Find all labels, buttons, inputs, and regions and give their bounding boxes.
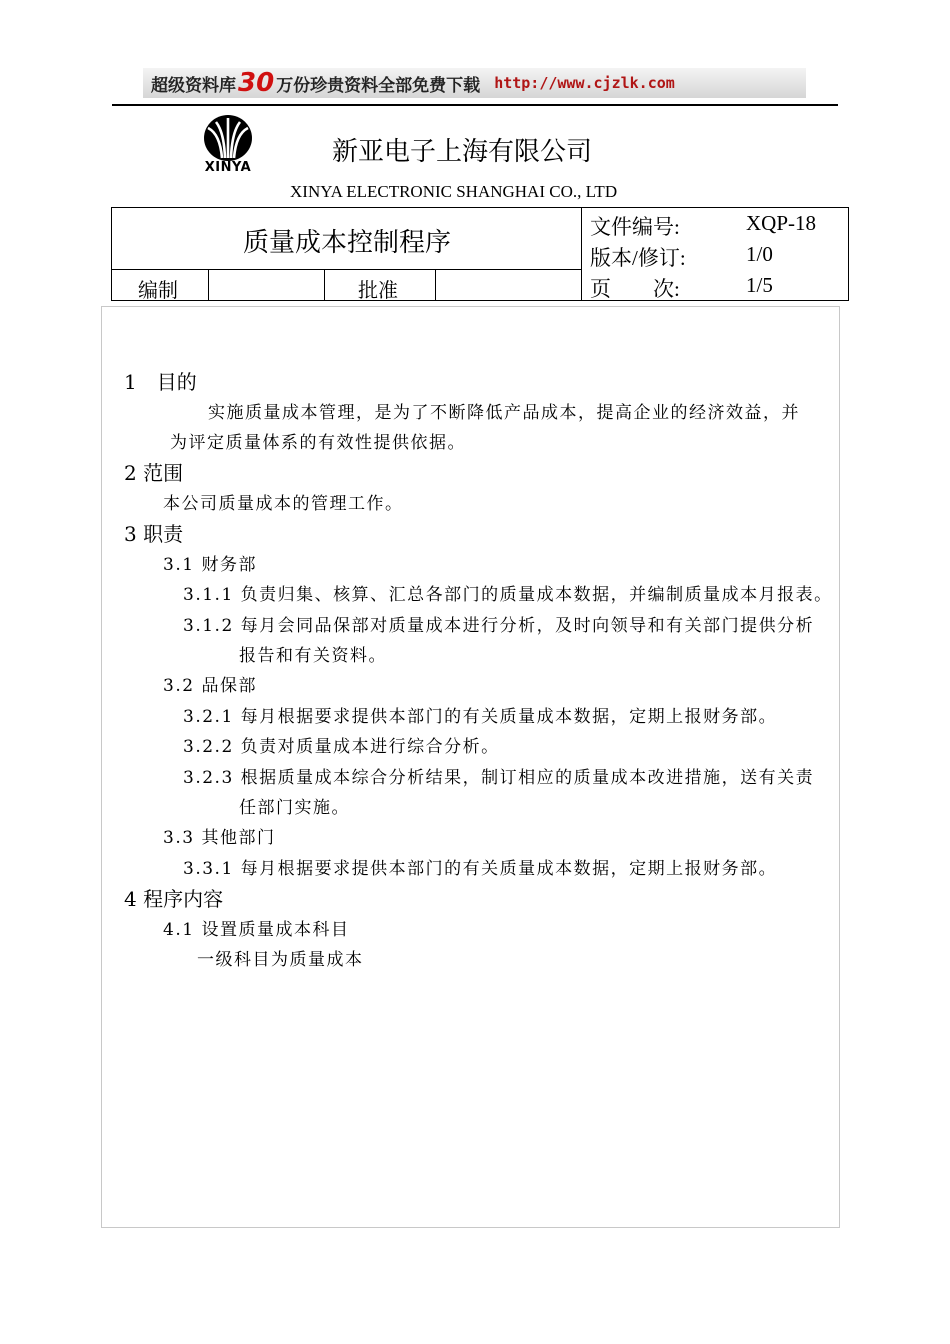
banner-number: 30 [238, 68, 275, 98]
top-banner [143, 68, 806, 98]
section-1-para-line2: 为评定质量体系的有效性提供依据。 [170, 433, 466, 453]
version-value: 1/0 [746, 242, 773, 266]
section-3-1-1: 3.1.1 负责归集、核算、汇总各部门的质量成本数据，并编制质量成本月报表。 [183, 585, 833, 605]
file-number-value: XQP-18 [746, 211, 817, 235]
document-title: 质量成本控制程序 [242, 228, 451, 258]
logo-wordmark: XINYA [204, 160, 252, 175]
section-3-2-2: 3.2.2 负责对质量成本进行综合分析。 [183, 737, 500, 757]
page-label: 页 次: [590, 277, 680, 301]
section-1-title: 1 目的 [124, 370, 197, 394]
document-header-table [111, 207, 849, 301]
approved-label: 批准 [358, 278, 398, 302]
section-3-1-2-line1: 3.1.2 每月会同品保部对质量成本进行分析，及时向领导和有关部门提供分析 [183, 616, 815, 636]
section-3-title: 3 职责 [124, 522, 184, 546]
section-3-2-3-line2: 任部门实施。 [239, 798, 350, 818]
version-label: 版本/修订: [590, 246, 686, 270]
section-3-2-heading: 3.2 品保部 [163, 676, 257, 696]
page-value: 1/5 [746, 273, 773, 297]
section-3-3-1: 3.3.1 每月根据要求提供本部门的有关质量成本数据，定期上报财务部。 [183, 859, 778, 879]
section-3-1-heading: 3.1 财务部 [163, 555, 257, 575]
section-1-para-line1: 实施质量成本管理，是为了不断降低产品成本，提高企业的经济效益，并 [208, 403, 800, 423]
compiled-label: 编制 [138, 278, 178, 302]
section-3-2-3-line1: 3.2.3 根据质量成本综合分析结果，制订相应的质量成本改进措施，送有关责 [183, 768, 815, 788]
company-name-cn: 新亚电子上海有限公司 [332, 137, 593, 167]
section-2-para: 本公司质量成本的管理工作。 [163, 494, 404, 514]
header-rule [112, 104, 838, 106]
file-number-label: 文件编号: [590, 215, 680, 239]
section-2-title: 2 范围 [124, 461, 184, 485]
section-3-3-heading: 3.3 其他部门 [163, 828, 276, 848]
banner-text-a: 超级资料库 [151, 75, 236, 96]
section-3-2-1: 3.2.1 每月根据要求提供本部门的有关质量成本数据，定期上报财务部。 [183, 707, 778, 727]
section-4-title: 4 程序内容 [124, 887, 224, 911]
section-3-1-2-line2: 报告和有关资料。 [239, 646, 387, 666]
company-name-en: XINYA ELECTRONIC SHANGHAI CO., LTD [290, 182, 618, 201]
section-4-1-para: 一级科目为质量成本 [197, 950, 364, 970]
section-4-1-heading: 4.1 设置质量成本科目 [163, 920, 350, 940]
banner-url: http://www.cjzlk.com [494, 74, 675, 92]
banner-text-b: 万份珍贵资料全部免费下载 [276, 75, 481, 96]
